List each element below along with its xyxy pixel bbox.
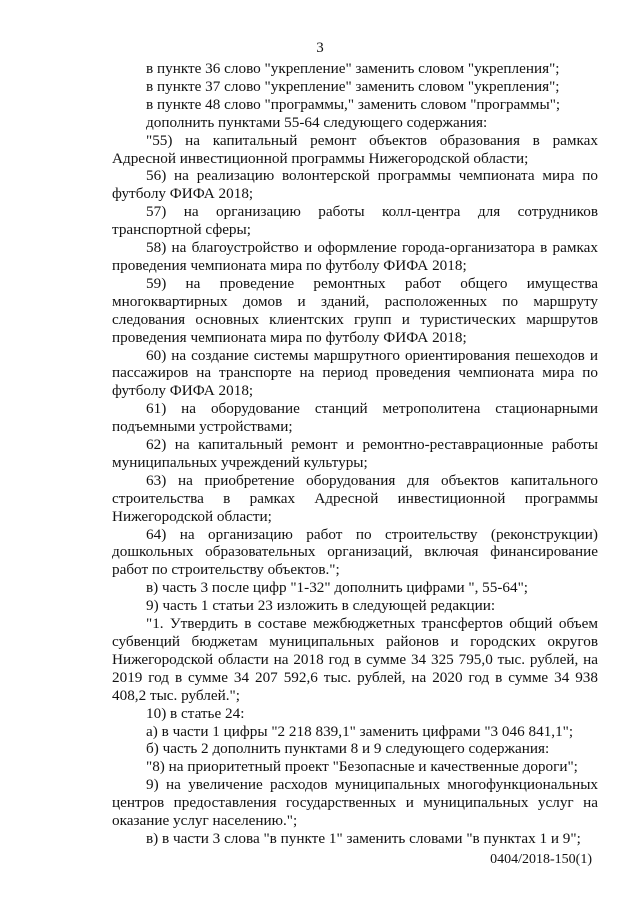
paragraph: а) в части 1 цифры "2 218 839,1" заменить цифрами "3 046 841,1"; [146, 722, 574, 740]
page-number: 3 [316, 40, 324, 56]
paragraph: 57) на организацию работы колл-центра для сотрудников транспортной сферы; [112, 203, 598, 239]
paragraph: в пункте 36 слово "укрепление" заменить словом "укрепления"; [146, 60, 560, 77]
paragraph: "1. Утвердить в составе межбюджетных трансфертов общий объем субвенций бюджетам муниципальных районов и городских округов Нижегородской области на 2018 год в сумме 34 325 795,0 тыс. рублей, на 2019 год в сумме 34 207 592,6 тыс. рублей, на 2020 год в сумме 34 938 408,2 тыс. рублей."; [112, 615, 598, 704]
paragraph: 60) на создание системы маршрутного ориентирования пешеходов и пассажиров на транспорте на период проведения чемпионата мира по футболу ФИФА 2018; [112, 346, 598, 400]
paragraph: 64) на организацию работ по строительству (реконструкции) дошкольных образовательных организаций, включая финансирование работ по строительству объектов."; [112, 525, 598, 579]
paragraph: "55) на капитальный ремонт объектов образования в рамках Адресной инвестиционной программы Нижегородской области; [112, 131, 598, 167]
paragraph: 58) на благоустройство и оформление города-организатора в рамках проведения чемпионата мира по футболу ФИФА 2018; [112, 239, 598, 274]
paragraph: б) часть 2 дополнить пунктами 8 и 9 следующего содержания: [146, 740, 550, 758]
paragraph: 56) на реализацию волонтерской программы чемпионата мира по футболу ФИФА 2018; [112, 167, 598, 203]
document-code: 0404/2018-150(1) [490, 852, 592, 867]
paragraph: "8) на приоритетный проект "Безопасные и качественные дороги"; [146, 758, 578, 776]
paragraph: 9) на увеличение расходов муниципальных многофункциональных центров предоставления государственных и муниципальных услуг на оказание услуг населению."; [112, 776, 598, 830]
paragraph: 63) на приобретение оборудования для объектов капитального строительства в рамках Адресной инвестиционной программы Нижегородской области; [112, 471, 598, 525]
paragraph: в) в части 3 слова "в пункте 1" заменить словами "в пунктах 1 и 9"; [146, 829, 581, 847]
paragraph: 9) часть 1 статьи 23 изложить в следующей редакции: [146, 597, 496, 615]
body-text [112, 60, 598, 848]
paragraph: 62) на капитальный ремонт и ремонтно-реставрационные работы муниципальных учреждений культуры; [112, 436, 598, 471]
paragraph: в пункте 37 слово "укрепление" заменить словом "укрепления"; [146, 77, 560, 95]
paragraph: 59) на проведение ремонтных работ общего имущества многоквартирных домов и зданий, расположенных по маршруту следования основных клиентских групп и туристических маршрутов проведения чемпионата мира по футболу ФИФА 2018; [112, 274, 598, 346]
paragraph: в) часть 3 после цифр "1-32" дополнить цифрами ", 55-64"; [146, 579, 529, 597]
paragraph: дополнить пунктами 55-64 следующего содержания: [146, 113, 488, 131]
paragraph: в пункте 48 слово "программы," заменить словом "программы"; [146, 95, 561, 113]
paragraph: 61) на оборудование станций метрополитена стационарными подъемными устройствами; [112, 400, 598, 436]
paragraph: 10) в статье 24: [146, 704, 245, 722]
